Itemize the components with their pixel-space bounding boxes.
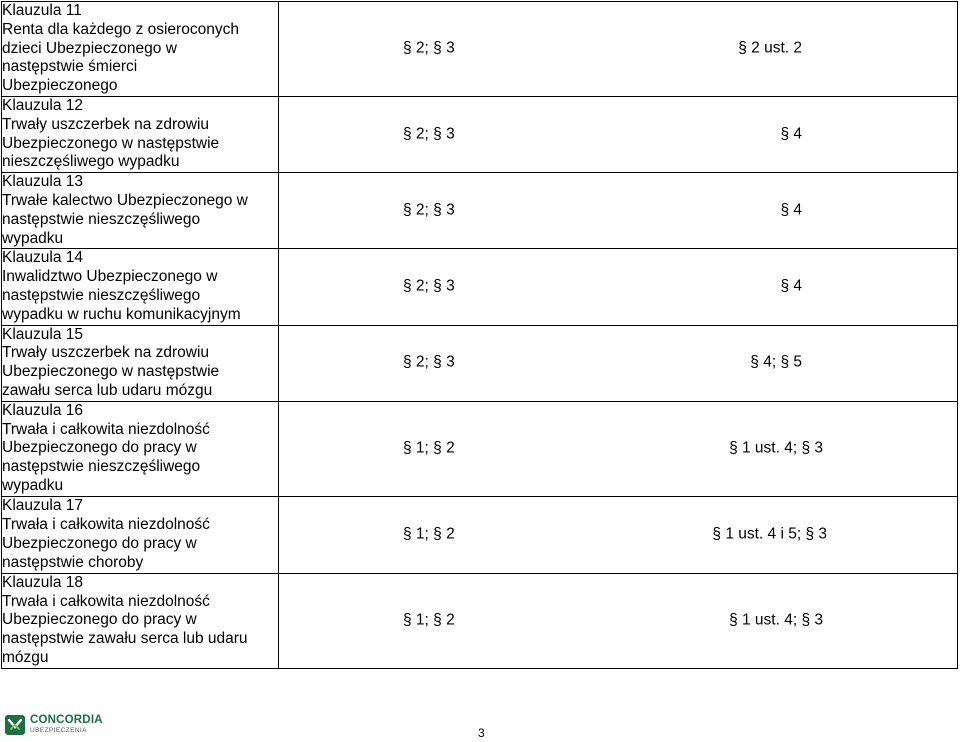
concordia-logo-icon (4, 714, 26, 736)
clause-references (279, 173, 958, 249)
clauses-table (1, 1, 958, 669)
clause-line: następstwie nieszczęśliwego (2, 210, 201, 228)
clause-line: mózgu (2, 648, 49, 666)
ref-secondary: § 4 (780, 277, 802, 295)
clause-line: wypadku (2, 476, 64, 494)
clause-line: zawału serca lub udaru mózgu (2, 381, 213, 399)
clause-description (2, 325, 279, 401)
ref-secondary: § 4 (780, 125, 802, 143)
clause-line: Trwała i całkowita niezdolność (2, 592, 210, 610)
ref-secondary: § 2 ust. 2 (738, 39, 802, 57)
ref-secondary: § 4 (780, 201, 802, 219)
clause-line: Klauzula 12 (2, 96, 84, 114)
ref-secondary: § 4; § 5 (750, 353, 802, 371)
clause-references (279, 249, 958, 325)
clause-description (2, 249, 279, 325)
clause-line: Ubezpieczonego (2, 77, 118, 95)
ref-secondary: § 1 ust. 4; § 3 (729, 439, 823, 457)
page-footer (0, 712, 960, 742)
clause-references (279, 2, 958, 97)
ref-primary: § 2; § 3 (403, 39, 455, 57)
clause-line: Ubezpieczonego do pracy w (2, 439, 197, 457)
clause-references (279, 496, 958, 573)
table-row (2, 401, 958, 496)
ref-primary: § 1; § 2 (403, 611, 455, 629)
table-row (2, 573, 958, 668)
clause-line: Trwała i całkowita niezdolność (2, 420, 210, 438)
concordia-logo (4, 714, 103, 736)
table-row (2, 496, 958, 573)
page-number: 3 (478, 726, 485, 740)
clause-line: Ubezpieczonego do pracy w (2, 611, 197, 629)
clause-line: Trwałe kalectwo Ubezpieczonego w (2, 191, 248, 209)
clause-line: Klauzula 11 (2, 2, 82, 19)
ref-primary: § 2; § 3 (403, 125, 455, 143)
clause-line: Trwały uszczerbek na zdrowiu (2, 115, 210, 133)
ref-primary: § 2; § 3 (403, 201, 455, 219)
clause-line: następstwie zawału serca lub udaru (2, 630, 248, 648)
clause-line: Klauzula 16 (2, 401, 84, 419)
clause-references (279, 573, 958, 668)
ref-secondary: § 1 ust. 4 i 5; § 3 (712, 525, 827, 543)
logo-name: CONCORDIA (30, 714, 103, 726)
clause-line: Klauzula 17 (2, 497, 84, 515)
clause-description (2, 496, 279, 573)
table-row (2, 249, 958, 325)
table-row (2, 96, 958, 172)
clause-references (279, 401, 958, 496)
ref-primary: § 1; § 2 (403, 439, 455, 457)
clause-line: następstwie nieszczęśliwego (2, 286, 201, 304)
logo-subtitle: UBEZPIECZENIA (30, 727, 87, 734)
clause-line: następstwie śmierci (2, 58, 138, 76)
clause-line: Klauzula 14 (2, 249, 84, 267)
clause-line: Inwalidztwo Ubezpieczonego w (2, 268, 218, 286)
table-row (2, 173, 958, 249)
clause-line: Trwała i całkowita niezdolność (2, 515, 210, 533)
clause-line: dzieci Ubezpieczonego w (2, 39, 177, 57)
clause-description (2, 173, 279, 249)
clause-line: Klauzula 15 (2, 325, 84, 343)
clause-line: Klauzula 18 (2, 573, 84, 591)
ref-primary: § 2; § 3 (403, 277, 455, 295)
ref-secondary: § 1 ust. 4; § 3 (729, 611, 823, 629)
clause-line: wypadku (2, 229, 64, 247)
clause-description (2, 96, 279, 172)
table-row (2, 2, 958, 97)
clause-line: Renta dla każdego z osieroconych (2, 20, 239, 38)
clause-line: wypadku w ruchu komunikacyjnym (2, 305, 241, 323)
clause-description (2, 2, 279, 97)
clause-line: następstwie choroby (2, 553, 144, 571)
clause-description (2, 573, 279, 668)
ref-primary: § 1; § 2 (403, 525, 455, 543)
clause-line: Ubezpieczonego w następstwie (2, 363, 220, 381)
clause-line: Ubezpieczonego do pracy w (2, 534, 197, 552)
ref-primary: § 2; § 3 (403, 353, 455, 371)
clause-references (279, 96, 958, 172)
clause-references (279, 325, 958, 401)
clause-line: nieszczęśliwego wypadku (2, 153, 180, 171)
clause-line: Trwały uszczerbek na zdrowiu (2, 344, 210, 362)
clause-line: następstwie nieszczęśliwego (2, 458, 201, 476)
table-row (2, 325, 958, 401)
clause-description (2, 401, 279, 496)
clause-line: Ubezpieczonego w następstwie (2, 134, 220, 152)
clause-line: Klauzula 13 (2, 173, 84, 191)
